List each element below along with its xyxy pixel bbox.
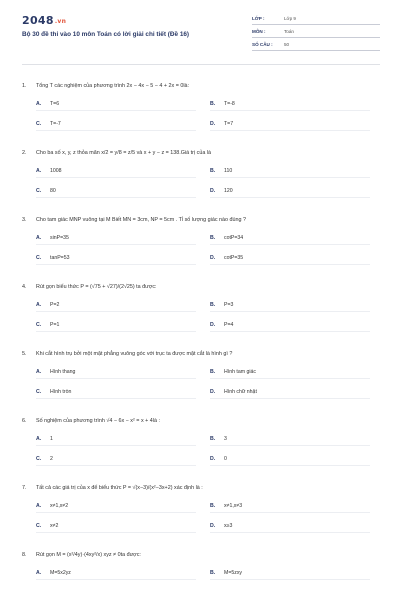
option-text: P=2	[50, 302, 60, 308]
option-text: P=1	[50, 322, 60, 328]
option-letter: C.	[36, 188, 42, 194]
option-letter: A.	[36, 101, 42, 107]
option-letter: A.	[36, 436, 42, 442]
option-letter: D.	[210, 255, 216, 261]
question-3	[22, 214, 384, 281]
option-letter: B.	[210, 302, 216, 308]
option-text: T=-7	[50, 121, 61, 127]
question-5	[22, 348, 384, 415]
question-header	[22, 415, 384, 427]
answer-options	[36, 500, 384, 542]
question-header	[22, 214, 384, 226]
meta-value: Lớp 9	[284, 15, 296, 21]
option-letter: B.	[210, 235, 216, 241]
option-text: P=3	[224, 302, 234, 308]
answer-options	[36, 567, 384, 609]
option-b[interactable]	[210, 500, 370, 513]
answer-options	[36, 232, 384, 274]
meta-key: SỐ CÂU :	[252, 41, 273, 47]
question-6	[22, 415, 384, 482]
option-b[interactable]	[210, 98, 370, 111]
option-text: Hình chữ nhật	[224, 389, 257, 395]
option-letter: D.	[210, 322, 216, 328]
option-text: 110	[224, 168, 233, 174]
option-text: 1008	[50, 168, 62, 174]
option-letter: C.	[36, 121, 42, 127]
question-8	[22, 549, 384, 616]
option-letter: C.	[36, 523, 42, 529]
option-d[interactable]	[210, 386, 370, 399]
option-text: tanP=53	[50, 255, 70, 261]
question-header	[22, 482, 384, 494]
option-text: T=7	[224, 121, 234, 127]
option-letter: A.	[36, 369, 42, 375]
option-letter: D.	[210, 456, 216, 462]
answer-options	[36, 433, 384, 475]
option-letter: B.	[210, 436, 216, 442]
option-text: 3	[224, 436, 227, 442]
option-text: cotP=34	[224, 235, 244, 241]
option-text: T=-8	[224, 101, 235, 107]
question-text: Tổng T các nghiệm của phương trình 2x − 4x − 5 − 4 + 2x = 0là:	[36, 83, 190, 89]
option-text: Hình tròn	[50, 389, 72, 395]
question-text: Khi cắt hình trụ bởi một mặt phẳng vuông góc với trục ta được mặt cắt là hình gì ?	[36, 351, 233, 357]
document-title: Bộ 30 đề thi vào 10 môn Toán có lời giải chi tiết (Đề 16)	[22, 31, 190, 38]
meta-row-question-count	[252, 38, 380, 51]
option-letter: C.	[36, 456, 42, 462]
option-letter: B.	[210, 101, 216, 107]
brand-logo[interactable]	[22, 14, 66, 27]
option-letter: A.	[36, 168, 42, 174]
exam-meta	[252, 12, 380, 51]
option-a[interactable]	[36, 232, 196, 245]
option-a[interactable]	[36, 299, 196, 312]
question-list	[22, 80, 384, 616]
question-number: 5.	[22, 351, 27, 357]
option-text: M=5x2yz	[50, 570, 71, 576]
option-a[interactable]	[36, 567, 196, 580]
option-b[interactable]	[210, 366, 370, 379]
question-number: 8.	[22, 552, 27, 558]
option-text: T=6	[50, 101, 60, 107]
question-number: 2.	[22, 150, 27, 156]
option-c[interactable]	[36, 319, 196, 332]
option-letter: D.	[210, 121, 216, 127]
question-number: 4.	[22, 284, 27, 290]
option-b[interactable]	[210, 433, 370, 446]
meta-row-class	[252, 12, 380, 25]
question-text: Cho tam giác MNP vuông tại M Biết MN = 3cm, NP = 5cm . Tỉ số lượng giác nào đúng ?	[36, 217, 246, 223]
option-text: x≥3	[224, 523, 233, 529]
option-d[interactable]	[210, 118, 370, 131]
option-b[interactable]	[210, 567, 370, 580]
option-text: 2	[50, 456, 53, 462]
option-text: 0	[224, 456, 227, 462]
option-c[interactable]	[36, 520, 196, 533]
option-letter: C.	[36, 255, 42, 261]
question-number: 7.	[22, 485, 27, 491]
question-1	[22, 80, 384, 147]
question-header	[22, 281, 384, 293]
meta-key: MÔN :	[252, 28, 266, 34]
option-b[interactable]	[210, 232, 370, 245]
option-letter: A.	[36, 302, 42, 308]
option-a[interactable]	[36, 366, 196, 379]
option-c[interactable]	[36, 386, 196, 399]
answer-options	[36, 165, 384, 207]
option-d[interactable]	[210, 319, 370, 332]
header-divider	[22, 64, 380, 65]
answer-options	[36, 299, 384, 341]
question-4	[22, 281, 384, 348]
option-d[interactable]	[210, 520, 370, 533]
option-letter: B.	[210, 503, 216, 509]
question-number: 3.	[22, 217, 27, 223]
option-c[interactable]	[36, 453, 196, 466]
option-a[interactable]	[36, 98, 196, 111]
option-text: 80	[50, 188, 56, 194]
question-text: Rút gọn M = (x²/4y)·(4xy²/x) xyz ≠ 0ta được:	[36, 552, 141, 558]
option-d[interactable]	[210, 252, 370, 265]
meta-value: 50	[284, 41, 290, 47]
option-text: 1	[50, 436, 53, 442]
option-text: x≠1,x≠3	[224, 503, 243, 509]
option-c[interactable]	[36, 185, 196, 198]
option-c[interactable]	[36, 118, 196, 131]
option-text: x≠1,x≠2	[50, 503, 69, 509]
question-header	[22, 147, 384, 159]
question-text: Cho ba số x, y, z thỏa mãn x/2 = y/8 = z/5 và x + y − z = 138.Giá trị của là	[36, 150, 212, 156]
option-text: M=5zxy	[224, 570, 243, 576]
option-a[interactable]	[36, 165, 196, 178]
option-d[interactable]	[210, 453, 370, 466]
question-text: Rút gọn biểu thức P = (√75 + √27)/(2√25) ta được:	[36, 284, 157, 290]
question-text: Số nghiệm của phương trình √4 − 6x − x² = x + 4là :	[36, 418, 160, 424]
question-header	[22, 80, 384, 92]
answer-options	[36, 366, 384, 408]
question-text: Tất cả các giá trị của x để biểu thức P = √(x−3)/(x²−3x+2) xác định là :	[36, 485, 203, 491]
brand-suffix: .vn	[54, 18, 67, 25]
option-text: P=4	[224, 322, 234, 328]
option-text: cotP=35	[224, 255, 244, 261]
option-text: sinP=35	[50, 235, 69, 241]
option-letter: D.	[210, 523, 216, 529]
option-letter: D.	[210, 389, 216, 395]
option-b[interactable]	[210, 165, 370, 178]
question-number: 6.	[22, 418, 27, 424]
option-a[interactable]	[36, 500, 196, 513]
option-letter: D.	[210, 188, 216, 194]
option-text: 120	[224, 188, 233, 194]
answer-options	[36, 98, 384, 140]
meta-value: Toán	[284, 28, 294, 34]
option-letter: B.	[210, 570, 216, 576]
option-c[interactable]	[36, 252, 196, 265]
option-letter: B.	[210, 369, 216, 375]
option-text: Hình thang	[50, 369, 76, 375]
question-2	[22, 147, 384, 214]
option-letter: C.	[36, 322, 42, 328]
brand-name: 2048	[22, 14, 54, 27]
question-header	[22, 549, 384, 561]
option-text: x≠2	[50, 523, 59, 529]
option-b[interactable]	[210, 299, 370, 312]
meta-key: LỚP :	[252, 15, 265, 21]
option-letter: C.	[36, 389, 42, 395]
meta-row-subject	[252, 25, 380, 38]
option-text: Hình tam giác	[224, 369, 257, 375]
question-number: 1.	[22, 83, 27, 89]
option-letter: A.	[36, 503, 42, 509]
option-letter: A.	[36, 235, 42, 241]
option-a[interactable]	[36, 433, 196, 446]
question-7	[22, 482, 384, 549]
question-header	[22, 348, 384, 360]
option-d[interactable]	[210, 185, 370, 198]
option-letter: A.	[36, 570, 42, 576]
option-letter: B.	[210, 168, 216, 174]
